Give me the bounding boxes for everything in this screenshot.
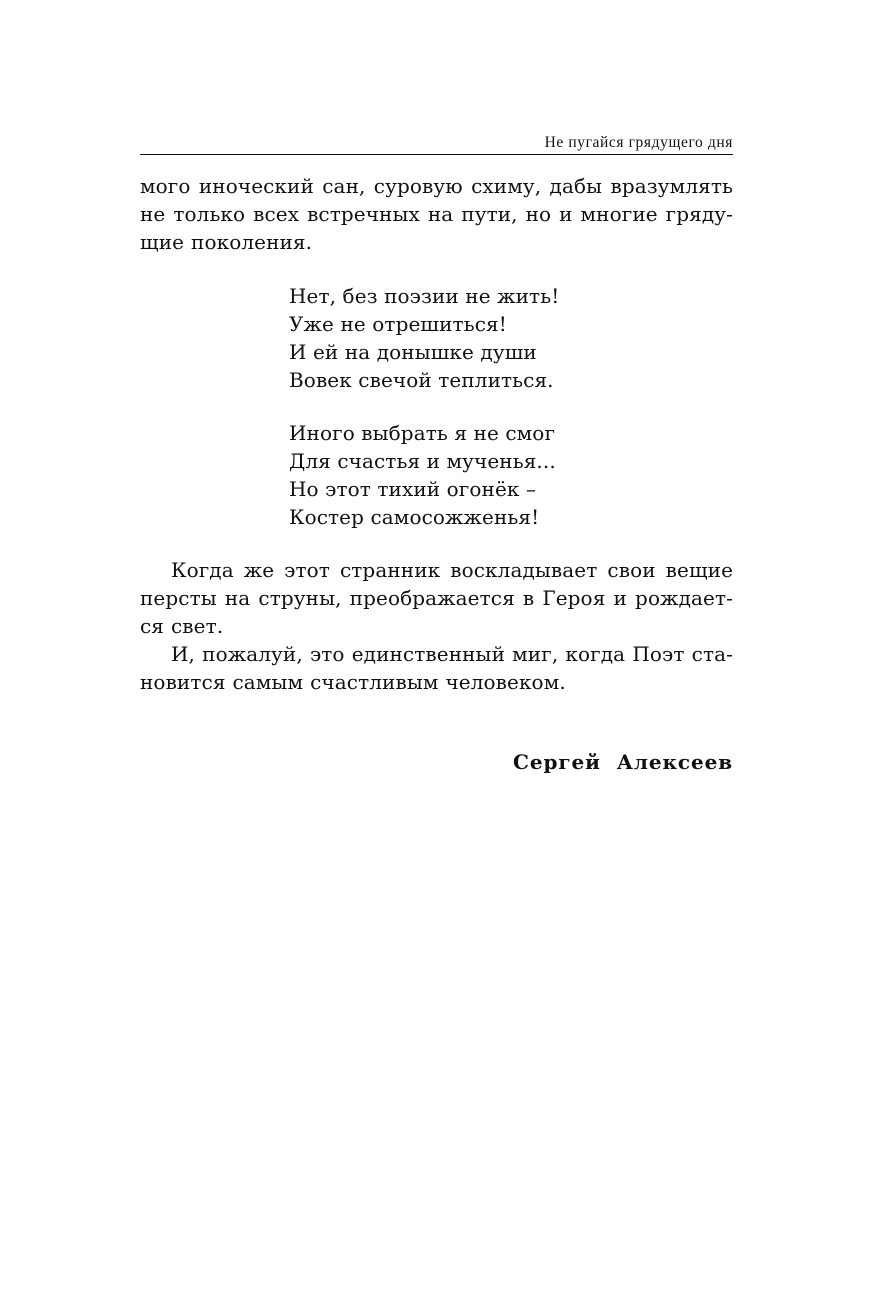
text-line: ся свет. [140, 614, 224, 638]
author-signature: Сергей Алексеев [513, 750, 733, 774]
poem-line: Нет, без поэзии не жить! [289, 284, 560, 308]
poem-line: Для счастья и мученья... [289, 449, 556, 473]
text-line: не только всех встречных на пути, но и многие гряду- [140, 202, 733, 226]
poem-stanza-2 [289, 419, 556, 531]
poem-stanza-1 [289, 282, 559, 394]
paragraph-1 [140, 556, 733, 640]
text-line: Когда же этот странник воскладывает свои вещие [171, 558, 733, 582]
text-line: щие поколения. [140, 230, 313, 254]
text-line: персты на струны, преображается в Героя и рождает- [140, 586, 733, 610]
running-head: Не пугайся грядущего дня [140, 133, 733, 155]
poem-line: Вовек свечой теплиться. [289, 368, 554, 392]
poem-line: Уже не отрешиться! [289, 312, 507, 336]
paragraph-2 [140, 640, 733, 696]
text-line: новится самым счастливым человеком. [140, 670, 566, 694]
text-line: мого иноческий сан, суровую схиму, дабы вразумлять [140, 174, 733, 198]
poem-line: Иного выбрать я не смог [289, 421, 556, 445]
poem-line: И ей на донышке души [289, 340, 537, 364]
poem-line: Но этот тихий огонёк – [289, 477, 537, 501]
poem-line: Костер самосожженья! [289, 505, 540, 529]
intro-paragraph [140, 172, 733, 256]
text-line: И, пожалуй, это единственный миг, когда Поэт ста- [171, 642, 733, 666]
